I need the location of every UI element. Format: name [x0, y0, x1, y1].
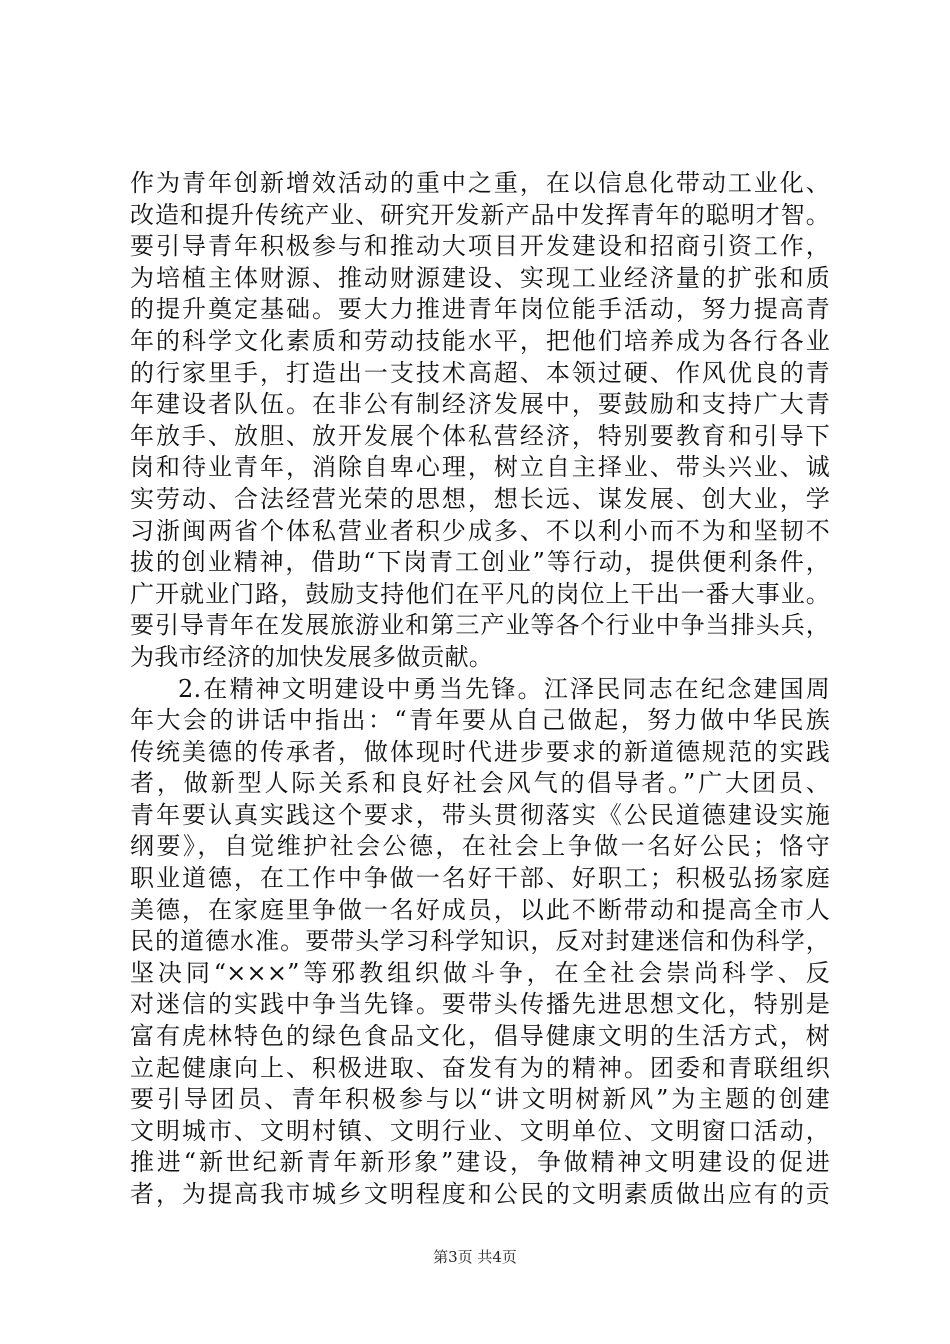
page-number-footer: 第3页 共4页 — [433, 1248, 517, 1266]
text-line: 文明城市、文明村镇、文明行业、文明单位、文明窗口活动， — [130, 1116, 830, 1145]
text-line: 传统美德的传承者，做体现时代进步要求的新道德规范的实践 — [130, 737, 830, 766]
text-line: 立起健康向上、积极进取、奋发有为的精神。团委和青联组织 — [130, 1053, 830, 1082]
section-heading-line: 2.在精神文明建设中勇当先锋。江泽民同志在纪念建国周 — [178, 674, 830, 703]
text-line: 民的道德水准。要带头学习科学知识，反对封建迷信和伪科学， — [130, 927, 830, 956]
text-line: 习浙闽两省个体私营业者积少成多、不以利小而不为和坚韧不 — [130, 516, 830, 545]
text-line: 作为青年创新增效活动的重中之重，在以信息化带动工业化、 — [130, 169, 830, 197]
paragraph-end-line: 为我市经济的加快发展多做贡献。 — [130, 642, 493, 671]
text-line: 的行家里手，打造出一支技术高超、本领过硬、作风优良的青 — [130, 358, 830, 387]
text-line: 为培植主体财源、推动财源建设、实现工业经济量的扩张和质 — [130, 263, 830, 292]
text-line: 改造和提升传统产业、研究开发新产品中发挥青年的聪明才智。 — [130, 200, 830, 229]
text-line: 年的科学文化素质和劳动技能水平，把他们培养成为各行各业 — [130, 326, 830, 355]
text-line: 职业道德，在工作中争做一名好干部、好职工；积极弘扬家庭 — [130, 864, 830, 893]
text-line: 要引导青年在发展旅游业和第三产业等各个行业中争当排头兵， — [130, 611, 830, 640]
text-line: 者，做新型人际关系和良好社会风气的倡导者。”广大团员、 — [130, 769, 830, 798]
text-line: 青年要认真实践这个要求，带头贯彻落实《公民道德建设实施 — [130, 800, 830, 829]
text-line: 拔的创业精神，借助“下岗青工创业”等行动，提供便利条件， — [130, 548, 830, 577]
text-line: 美德，在家庭里争做一名好成员，以此不断带动和提高全市人 — [130, 895, 830, 924]
text-line: 实劳动、合法经营光荣的思想，想长远、谋发展、创大业，学 — [130, 484, 830, 513]
text-line: 要引导团员、青年积极参与以“讲文明树新风”为主题的创建 — [130, 1085, 830, 1114]
text-line: 推进“新世纪新青年新形象”建设，争做精神文明建设的促进 — [130, 1148, 830, 1177]
text-line: 广开就业门路，鼓励支持他们在平凡的岗位上干出一番大事业。 — [130, 579, 830, 608]
text-line: 纲要》，自觉维护社会公德，在社会上争做一名好公民；恪守 — [130, 832, 830, 861]
text-line: 者，为提高我市城乡文明程度和公民的文明素质做出应有的贡 — [130, 1180, 830, 1208]
body-text — [130, 168, 830, 1211]
text-line: 的提升奠定基础。要大力推进青年岗位能手活动，努力提高青 — [130, 295, 830, 324]
text-line: 年大会的讲话中指出：“青年要从自己做起，努力做中华民族 — [130, 706, 830, 735]
text-line: 对迷信的实践中争当先锋。要带头传播先进思想文化，特别是 — [130, 990, 830, 1019]
text-line: 岗和待业青年，消除自卑心理，树立自主择业、带头兴业、诚 — [130, 453, 830, 482]
text-line: 要引导青年积极参与和推动大项目开发建设和招商引资工作， — [130, 232, 830, 261]
text-line: 年建设者队伍。在非公有制经济发展中，要鼓励和支持广大青 — [130, 390, 830, 419]
text-line: 富有虎林特色的绿色食品文化，倡导健康文明的生活方式，树 — [130, 1022, 830, 1051]
text-line: 年放手、放胆、放开发展个体私营经济，特别要教育和引导下 — [130, 421, 830, 450]
text-line: 坚决同“×××”等邪教组织做斗争，在全社会崇尚科学、反 — [130, 958, 830, 987]
